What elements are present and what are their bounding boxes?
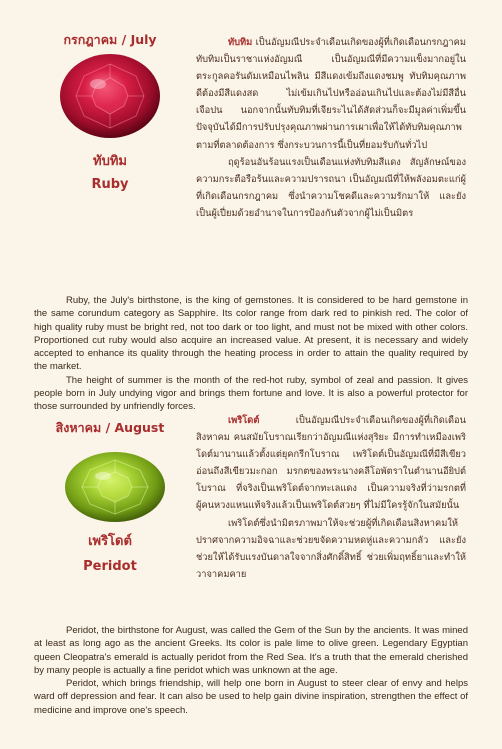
peridot-names <box>40 530 180 574</box>
peridot-thai-paragraph-1: เป็นอัญมณีประจำเดือนเกิดของผู้ที่เกิดเดือนสิงหาคม คนสมัยโบราณเรียกว่าอัญมณีแห่งสุริยะ มีการทำเหมืองเพริโดต์มานานแล้วตั้งแต่ยุคกรีกโบราณ เพริโดต์เป็นอัญมณีที่มีสีเขียวอ่อนถึงสีเขียวมะกอก มรกตของพระนางคลีโอพัตราในตำนานอียิปต์โบราณ ที่จริงเป็นเพริโดต์จากทะเลแดง เป็นความจริงที่ว่ามรกตที่ผู้คนหวงแหนแท้จริงแล้วเป็นเพริโดต์สวยๆ ที่ไม่มีใครรู้จักในสมัยนั้น <box>196 415 466 512</box>
ruby-english-name: Ruby <box>91 177 129 192</box>
peridot-thai-paragraph-2: เพริโดต์ซึ่งนำมิตรภาพมาให้จะช่วยผู้ที่เกิดเดือนสิงหาคมให้ปราศจากความอิจฉาและช่วยขจัดความหดหู่และความกลัว และยังช่วยให้ได้รับแรงบันดาลใจจากสิ่งศักดิ์สิทธิ์ ช่วยเพิ่มฤทธิ์ยาและทำให้วาจาคมคาย <box>196 517 466 580</box>
peridot-english-paragraph-2: Peridot, which brings friendship, will help one born in August to steer clear of envy and helps ward off depression and fear. It can also be used to help gain divine inspiration, strengthen the effect of medicine and improve one's speech. <box>34 678 468 716</box>
ruby-thai-lead: ทับทิม <box>228 37 253 48</box>
ruby-thai-name: ทับทิม <box>93 154 127 169</box>
ruby-thai-text <box>196 34 466 222</box>
july-heading: กรกฎาคม / July <box>63 32 157 47</box>
peridot-english-name: Peridot <box>83 559 137 574</box>
peridot-thai-lead: เพริโดต์ <box>228 415 260 426</box>
peridot-thai-name: เพริโดต์ <box>88 534 132 549</box>
ruby-thai-paragraph-1: เป็นอัญมณีประจำเดือนเกิดของผู้ที่เกิดเดือนกรกฎาคม ทับทิมเป็นราชาแห่งอัญมณี เป็นอัญมณีที่มีความแข็งมากอยู่ในตระกูลคอรันดัมเหมือนไพลิน มีสีแดงเข้มถึงแดงชมพู ทับทิมคุณภาพดีต้องมีสีแดงสด ไม่เข้มเกินไปหรืออ่อนเกินไปและต้องไม่มีสีอื่นเจือปน นอกจากนั้นทับทิมที่เจียระไนได้สัดส่วนก็จะมีมูลค่าเพิ่มขึ้น ปัจจุบันได้มีการปรับปรุงคุณภาพผ่านการเผาเพื่อให้ได้ทับทิมคุณภาพตามที่ตลาดต้องการ ซึ่งกระบวนการนี้เป็นที่ยอมรับกันทั่วไป <box>196 37 466 151</box>
ruby-english-paragraph-2: The height of summer is the month of the red-hot ruby, symbol of zeal and passion. It gives people born in July undying vigor and brings them fortune and love. It is also a powerful protector for those surrounded by unfriendly forces. <box>34 374 468 413</box>
peridot-english-text <box>34 624 468 717</box>
july-column <box>40 30 180 50</box>
ruby-names <box>40 150 180 192</box>
ruby-english-text <box>34 294 468 414</box>
peridot-thai-text <box>196 412 466 583</box>
august-column <box>30 418 190 438</box>
ruby-gem-image <box>54 50 166 142</box>
august-heading: สิงหาคม / August <box>55 420 165 435</box>
peridot-gem-image <box>60 448 170 526</box>
peridot-english-paragraph-1: Peridot, the birthstone for August, was called the Gem of the Sun by the ancients. It was mined at least as long ago as the ancient Greeks. Its color is pale lime to olive green. Legendary Egyptian queen Cleopatra's emerald is actually peridot from the Red Sea. It's a truth that the emerald cherished by many people is actually a fine peridot which was unknown at the age. <box>34 625 468 676</box>
ruby-english-paragraph-1: Ruby, the July's birthstone, is the king of gemstones. It is considered to be hard gemstone in the same corundum category as Sapphire. Its color range from dark red to pinkish red. The color of high quality ruby must be bright red, not too dark or too light, and must not be mixed with other colors. Proportioned cut ruby would also acquire an increased value. At present, it is necessary and widely accepted to enhance its quality through the heating process in order to attain the quality required by the market. <box>34 295 468 373</box>
ruby-thai-paragraph-2: ฤดูร้อนอันร้อนแรงเป็นเดือนแห่งทับทิมสีแดง สัญลักษณ์ของความกระตือรือร้นและความปรารถนา เป็นอัญมณีที่ให้พลังอมตะแก่ผู้ที่เกิดเดือนกรกฎาคม ซึ่งนำความโชคดีและความรักมาให้ และยังเป็นผู้เปี่ยมด้วยอำนาจในการป้องกันตัวจากผู้ไม่เป็นมิตร <box>196 156 466 219</box>
